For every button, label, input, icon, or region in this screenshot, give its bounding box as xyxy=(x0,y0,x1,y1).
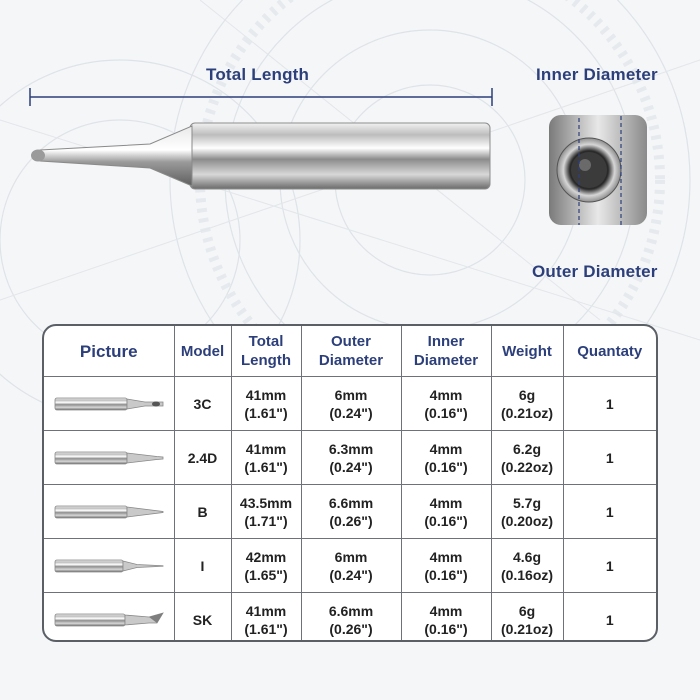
outer-diameter-cell: 6.6mm (0.26") xyxy=(301,593,401,643)
table-header-row xyxy=(44,326,656,377)
weight-cell: 6g (0.21oz) xyxy=(491,377,563,431)
model-cell: B xyxy=(174,485,231,539)
model-cell: 2.4D xyxy=(174,431,231,485)
total-length-cell: 43.5mm (1.71") xyxy=(231,485,301,539)
tip-picture-cell xyxy=(44,485,174,539)
inner-diameter-cell: 4mm (0.16") xyxy=(401,539,491,593)
tip-picture-cell xyxy=(44,431,174,485)
outer-diameter-cell: 6.3mm (0.24") xyxy=(301,431,401,485)
inner-diameter-cell: 4mm (0.16") xyxy=(401,431,491,485)
total-length-cell: 42mm (1.65") xyxy=(231,539,301,593)
table-row xyxy=(44,485,656,539)
tip-picture-cell xyxy=(44,377,174,431)
outer-diameter-cell: 6mm (0.24") xyxy=(301,377,401,431)
chisel-3c-tip-icon xyxy=(53,393,165,415)
quantity-cell: 1 xyxy=(563,485,656,539)
outer-diameter-label: Outer Diameter xyxy=(532,262,658,281)
quantity-cell: 1 xyxy=(563,377,656,431)
total-length-label: Total Length xyxy=(206,65,310,84)
weight-cell: 6g (0.21oz) xyxy=(491,593,563,643)
weight-cell: 6.2g (0.22oz) xyxy=(491,431,563,485)
tip-picture-cell xyxy=(44,593,174,643)
model-cell: SK xyxy=(174,593,231,643)
model-cell: I xyxy=(174,539,231,593)
inner-diameter-cell: 4mm (0.16") xyxy=(401,593,491,643)
total-length-cell: 41mm (1.61") xyxy=(231,431,301,485)
header-quantity: Quantaty xyxy=(563,326,656,377)
header-total-length: Total Length xyxy=(231,326,301,377)
header-outer-diameter: Outer Diameter xyxy=(301,326,401,377)
inner-diameter-cell: 4mm (0.16") xyxy=(401,377,491,431)
specifications-table xyxy=(42,324,658,642)
header-weight: Weight xyxy=(491,326,563,377)
table-row xyxy=(44,377,656,431)
inner-diameter-label: Inner Diameter xyxy=(536,65,658,84)
inner-diameter-cell: 4mm (0.16") xyxy=(401,485,491,539)
header-model: Model xyxy=(174,326,231,377)
total-length-cell: 41mm (1.61") xyxy=(231,593,301,643)
header-inner-diameter: Inner Diameter xyxy=(401,326,491,377)
chisel-2-4d-tip-icon xyxy=(53,447,165,469)
header-picture: Picture xyxy=(44,326,174,377)
weight-cell: 5.7g (0.20oz) xyxy=(491,485,563,539)
model-cell: 3C xyxy=(174,377,231,431)
tip-picture-cell xyxy=(44,539,174,593)
table-row xyxy=(44,593,656,643)
table-row xyxy=(44,539,656,593)
quantity-cell: 1 xyxy=(563,431,656,485)
tip-opening-closeup xyxy=(549,115,647,225)
weight-cell: 4.6g (0.16oz) xyxy=(491,539,563,593)
outer-diameter-cell: 6mm (0.24") xyxy=(301,539,401,593)
total-length-cell: 41mm (1.61") xyxy=(231,377,301,431)
table-row xyxy=(44,431,656,485)
conical-b-tip-icon xyxy=(53,501,165,523)
quantity-cell: 1 xyxy=(563,593,656,643)
quantity-cell: 1 xyxy=(563,539,656,593)
knife-sk-tip-icon xyxy=(53,609,165,631)
fine-point-i-tip-icon xyxy=(53,555,165,577)
outer-diameter-cell: 6.6mm (0.26") xyxy=(301,485,401,539)
